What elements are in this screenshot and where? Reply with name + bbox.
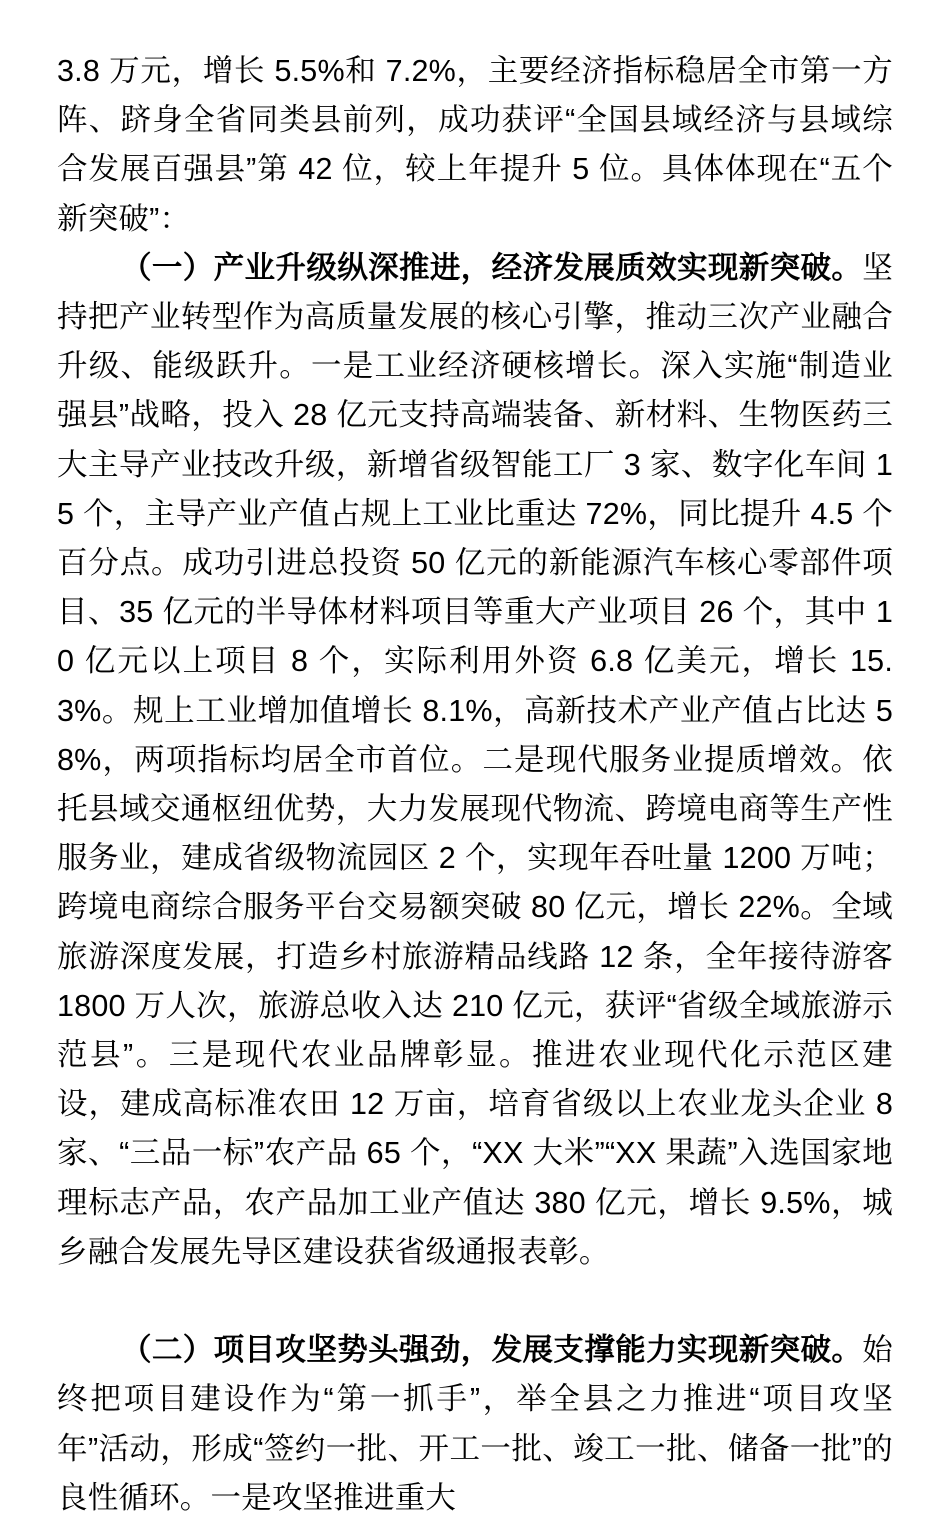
section-heading-one: （一）产业升级纵深推进，经济发展质效实现新突破。 xyxy=(121,250,863,285)
paragraph-text: 坚持把产业转型作为高质量发展的核心引擎，推动三次产业融合升级、能级跃升。一是工业经济硬核增长。深入实施“制造业强县”战略，投入 28 亿元支持高端装备、新材料、生物医药三大主导产业技改升级，新增省级智能工厂 3 家、数字化车间 15 个，主导产业产值占规上工业比重达 72%，同比提升 4.5 个百分点。成功引进总投资 50 亿元的新能源汽车核心零部件项目、35 亿元的半导体材料项目等重大产业项目 26 个，其中 10 亿元以上项目 8 个，实际利用外资 6.8 亿美元，增长 15.3%。规上工业增加值增长 8.1%，高新技术产业产值占比达 58%，两项指标均居全市首位。二是现代服务业提质增效。依托县域交通枢纽优势，大力发展现代物流、跨境电商等生产性服务业，建成省级物流园区 2 个，实现年吞吐量 1200 万吨；跨境电商综合服务平台交易额突破 80 亿元，增长 22%。全域旅游深度发展，打造乡村旅游精品线路 12 条，全年接待游客 1800 万人次，旅游总收入达 210 亿元，获评“省级全域旅游示范县”。三是现代农业品牌彰显。推进农业现代化示范区建设，建成高标准农田 12 万亩，培育省级以上农业龙头企业 8 家、“三品一标”农产品 65 个，“XX 大米”“XX 果蔬”入选国家地理标志产品，农产品加工业产值达 380 亿元，增长 9.5%，城乡融合发展先导区建设获省级通报表彰。 xyxy=(57,250,893,1269)
paragraph-opening xyxy=(57,47,893,244)
paragraph-section-one xyxy=(57,244,893,1277)
paragraph-blank-line xyxy=(57,1277,893,1326)
paragraph-text: 始终把项目建设作为“第一抓手”，举全县之力推进“项目攻坚年”活动，形成“签约一批、开工一批、竣工一批、储备一批”的良性循环。一是攻坚推进重大 xyxy=(57,1333,893,1515)
section-heading-two: （二）项目攻坚势头强劲，发展支撑能力实现新突破。 xyxy=(121,1333,863,1368)
paragraph-text: 3.8 万元，增长 5.5%和 7.2%，主要经济指标稳居全市第一方阵、跻身全省同类县前列，成功获评“全国县域经济与县域综合发展百强县”第 42 位，较上年提升 5 位。具体体现在“五个新突破”： xyxy=(57,54,893,236)
document-body xyxy=(57,47,893,1523)
paragraph-section-two xyxy=(57,1326,893,1523)
